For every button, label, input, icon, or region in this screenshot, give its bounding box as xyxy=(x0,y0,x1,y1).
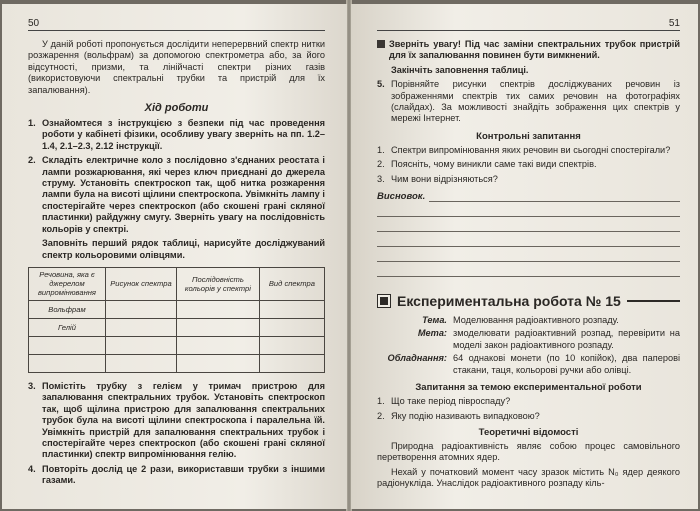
control-questions xyxy=(377,145,680,185)
table-row xyxy=(29,300,325,318)
warning-text: Зверніть увагу! Під час заміни спектральних трубок пристрій для їх запалювання повинен бути вимкнений. xyxy=(389,39,680,61)
theory-paragraph-2: Нехай у початковий момент часу зразок містить N₀ ядер деякого радіонукліда. Унаслідок радіоактивного розпаду кіль- xyxy=(377,466,680,489)
step-5-list xyxy=(377,79,680,125)
control-question-1: 1. Спектри випромінювання яких речовин ви сьогодні спостерігали? xyxy=(377,144,671,155)
procedure-steps-continued xyxy=(28,381,325,487)
table-cell[interactable] xyxy=(176,336,259,354)
theory-paragraph-1: Природна радіоактивність являє собою процес самовільного перетворення атомних ядер. xyxy=(377,440,680,463)
page-number-right: 51 xyxy=(377,18,680,31)
table-cell[interactable] xyxy=(29,336,106,354)
theory-heading: Теоретичні відомості xyxy=(478,426,579,438)
conclusion-label: Висновок. xyxy=(377,191,426,203)
procedure-steps xyxy=(28,118,325,235)
answer-line[interactable] xyxy=(377,202,680,217)
table-cell[interactable] xyxy=(176,300,259,318)
table-row xyxy=(29,318,325,336)
title-rule xyxy=(627,300,680,302)
warning-block xyxy=(377,39,680,62)
step-2-note: Заповніть перший рядок таблиці, нарисуйте досліджуваний спектр кольоровими олівцями. xyxy=(42,238,325,260)
step-1: 1. Ознайомтеся з інструкцією з безпеки під час проведення роботи у кабінеті фізики, особливу увагу зверніть на пп. 1.2–1.4, 2.1–2.3, 2.12 інструкції. xyxy=(28,118,325,151)
meta-value: змоделювати радіоактивний розпад, перевірити на моделі закон радіоактивного розпаду. xyxy=(453,328,680,350)
intro-paragraph: У даній роботі пропонується дослідити неперервний спектр нитки розжарення (вольфрам) за допомогою спектрометра або, за його відсутності, призми, та лінійчасті спектри різних газів (використовуючи спектральні трубки та пристрій для їх запалювання). xyxy=(28,39,325,95)
right-page xyxy=(351,4,698,509)
col-header-colors: Послідовність кольорів у спектрі xyxy=(176,267,259,300)
table-cell[interactable] xyxy=(259,354,324,372)
warning-icon xyxy=(377,40,385,48)
table-cell[interactable] xyxy=(105,354,176,372)
table-row xyxy=(29,354,325,372)
answer-line[interactable] xyxy=(377,247,680,262)
control-question-3: 3. Чим вони відрізняються? xyxy=(377,173,498,184)
step-2: 2. Складіть електричне коло з послідовно з'єднаних реостата і лампи розжарювання, які через ключ приєднані до джерела струму. Установіть спектроскоп так, щоб нитка розжарення лампи була на висоті щілини спектроскопа. Увімкніть лампу і спостерігайте через спектроскоп (або скошені грані скляної пластинки) райдужну смугу. Зверніть увагу на послідовність кольорів у спектрі. xyxy=(28,155,325,234)
answer-line[interactable] xyxy=(429,191,680,202)
meta-value: Моделювання радіоактивного розпаду. xyxy=(453,315,619,326)
table-cell[interactable] xyxy=(259,300,324,318)
table-cell[interactable] xyxy=(105,318,176,336)
meta-value: 64 однакові монети (по 10 копійок), два паперові стакани, таця, кольорові ручки або олівці. xyxy=(453,353,680,375)
meta-key: Мета: xyxy=(417,328,447,339)
experiment-question-1: 1. Що таке період півроспаду? xyxy=(377,396,511,407)
meta-key: Тема. xyxy=(422,315,447,326)
table-cell[interactable] xyxy=(105,336,176,354)
table-cell[interactable] xyxy=(105,300,176,318)
left-page xyxy=(2,4,347,509)
answer-line[interactable] xyxy=(377,217,680,232)
experiment-meta xyxy=(377,315,680,376)
col-header-drawing: Рисунок спектра xyxy=(105,267,176,300)
table-cell[interactable] xyxy=(29,354,106,372)
finish-table-text: Закінчіть заповнення таблиці. xyxy=(391,64,529,75)
control-question-2: 2. Поясніть, чому виникли саме такі види спектрів. xyxy=(377,159,597,170)
col-header-type: Вид спектра xyxy=(259,267,324,300)
step-3: 3. Помістіть трубку з гелієм у тримач пристрою для запалювання спектральних трубок. Установіть спектроскоп так, щоб щілина пристрою для запалювання спектральних трубок була на висоті щілини спектроскопа і паралельна їй. Увімкніть пристрій для запалювання спектральних трубок і спостерігайте через спектроскоп (або скошені грані скляної пластинки) спектр випромінювання гелію. xyxy=(28,380,325,460)
table-cell[interactable]: Гелій xyxy=(29,318,106,336)
table-cell[interactable] xyxy=(176,354,259,372)
control-questions-heading: Контрольні запитання xyxy=(476,130,581,142)
table-cell[interactable] xyxy=(176,318,259,336)
table-cell[interactable]: Вольфрам xyxy=(29,300,106,318)
experiment-title: Експериментальна робота № 15 xyxy=(377,293,680,309)
table-row xyxy=(29,336,325,354)
col-header-substance: Речовина, яка є джерелом випромінювання xyxy=(29,267,106,300)
page-number-left: 50 xyxy=(28,18,325,31)
table-cell[interactable] xyxy=(259,318,324,336)
step-4: 4. Повторіть дослід це 2 рази, використавши трубки з іншими газами. xyxy=(28,463,325,486)
experiment-questions-heading: Запитання за темою експериментальної роботи xyxy=(415,382,642,394)
answer-line[interactable] xyxy=(377,262,680,277)
conclusion-area[interactable] xyxy=(377,188,680,277)
experiment-questions xyxy=(377,396,680,422)
meta-key: Обладнання: xyxy=(387,353,447,364)
procedure-heading: Хід роботи xyxy=(144,102,209,115)
step-5: 5. Порівняйте рисунки спектрів досліджуваних речовин із зображеннями спектрів тих самих речовин на фотографіях (слайдах). За можливості знайдіть зображення цих спектрів у мережі Інтернет. xyxy=(377,79,680,124)
experiment-question-2: 2. Яку подію називають випадковою? xyxy=(377,410,540,421)
spectra-table xyxy=(28,267,325,373)
answer-line[interactable] xyxy=(377,232,680,247)
square-bullet-icon xyxy=(377,294,391,308)
table-cell[interactable] xyxy=(259,336,324,354)
